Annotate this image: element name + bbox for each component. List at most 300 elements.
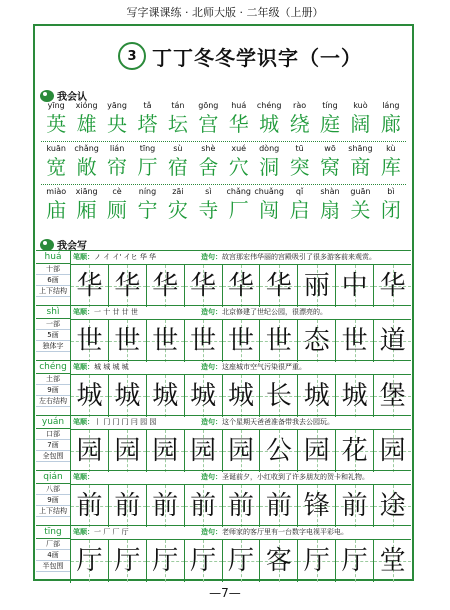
learn-character	[193, 186, 223, 223]
learn-character	[71, 186, 101, 223]
hanzi: 宿	[167, 155, 188, 179]
learn-character	[224, 100, 254, 137]
hanzi: 寺	[198, 198, 219, 222]
grid-character: 园	[190, 436, 217, 466]
writing-grid	[71, 320, 411, 362]
grid-character: 城	[152, 381, 179, 411]
grid-character: 厅	[114, 546, 141, 576]
character-info-line: 4画	[36, 550, 70, 561]
grid-character: 厅	[228, 546, 255, 576]
sentence-label: 造句：	[201, 363, 222, 371]
hanzi: 灾	[167, 198, 188, 222]
learn-character	[163, 100, 193, 137]
hanzi: 扇	[320, 198, 340, 222]
section-bullet-icon	[40, 239, 54, 251]
character-info-line: 一部	[36, 319, 70, 330]
hanzi: 厂	[228, 198, 249, 222]
hanzi: 敞	[76, 155, 97, 179]
hanzi: 洞	[259, 155, 280, 179]
grid-cell	[260, 485, 298, 527]
sentence-text: 北京修建了世纪公园，很漂亮的。	[222, 308, 327, 316]
grid-cell	[147, 375, 185, 417]
hanzi: 庙	[46, 198, 67, 222]
write-row	[36, 360, 411, 418]
hanzi: 厅	[137, 155, 158, 179]
character-info-line: 全包围	[36, 451, 70, 462]
grid-cell	[71, 485, 109, 527]
learn-character	[102, 100, 132, 137]
character-info	[36, 251, 71, 308]
learn-character	[41, 143, 71, 180]
pinyin: miào	[46, 187, 67, 196]
pinyin: huá	[231, 101, 247, 110]
writing-grid	[71, 430, 411, 472]
grid-character: 世	[190, 326, 217, 356]
learn-character	[132, 100, 162, 137]
pinyin: láng	[382, 101, 400, 110]
book-title: 写字课课练 · 北师大版 · 二年级（上册）	[126, 6, 324, 19]
sentence-text: 圣诞前夕，小红收到了许多朋友的贺卡和礼物。	[222, 473, 369, 481]
character-info-line: 5画	[36, 330, 70, 341]
learn-character	[41, 186, 71, 223]
character-info-line: 半包围	[36, 561, 70, 572]
learn-character	[132, 186, 162, 223]
character-info	[36, 416, 71, 473]
sentence	[199, 361, 306, 374]
character-info-line: 口部	[36, 429, 70, 440]
grid-cell	[109, 430, 147, 472]
write-section-label: 我会写	[40, 237, 87, 252]
learn-character	[193, 143, 223, 180]
learn-character	[376, 186, 406, 223]
stroke-order-label: 笔顺：	[73, 308, 94, 316]
grid-character: 中	[341, 271, 368, 301]
grid-cell	[109, 540, 147, 582]
pinyin: zāi	[172, 187, 184, 196]
grid-cell	[147, 320, 185, 362]
sentence-text: 故宫那宏伟华丽的宫殿吸引了很多游客前来观赏。	[222, 253, 376, 261]
grid-character: 前	[228, 491, 255, 521]
grid-cell	[336, 485, 374, 527]
grid-character: 态	[303, 326, 330, 356]
grid-cell	[185, 430, 223, 472]
learn-character	[345, 100, 375, 137]
grid-character: 世	[228, 326, 255, 356]
grid-character: 道	[379, 326, 406, 356]
sentence	[199, 251, 376, 264]
grid-cell	[298, 375, 336, 417]
grid-cell	[71, 320, 109, 362]
sentence-label: 造句：	[201, 473, 222, 481]
pinyin: tū	[295, 144, 304, 153]
pinyin: shāng	[348, 144, 373, 153]
sentence-label: 造句：	[201, 418, 222, 426]
learn-character	[376, 143, 406, 180]
stroke-order-label: 笔顺：	[73, 473, 94, 481]
writing-grid	[71, 265, 411, 307]
grid-character: 前	[114, 491, 141, 521]
grid-character: 堡	[379, 381, 406, 411]
learn-row	[41, 143, 406, 180]
hanzi: 闭	[380, 198, 401, 222]
character-info-line: 独体字	[36, 341, 70, 352]
learn-character	[254, 186, 284, 223]
character-info-line: 上下结构	[36, 286, 70, 297]
pinyin: cè	[112, 187, 122, 196]
character-info-line: 厂部	[36, 539, 70, 550]
grid-character: 前	[76, 491, 103, 521]
pinyin: sù	[173, 144, 183, 153]
sentence-label: 造句：	[201, 253, 222, 261]
learn-character	[376, 100, 406, 137]
sentence-text: 这座城市空气污染很严重。	[222, 363, 306, 371]
grid-cell	[185, 320, 223, 362]
character-info-line: 9画	[36, 495, 70, 506]
grid-cell	[147, 430, 185, 472]
stroke-order-label: 笔顺：	[73, 528, 94, 536]
hanzi: 雄	[76, 112, 97, 136]
learn-character	[284, 186, 314, 223]
hanzi: 宁	[137, 198, 158, 222]
learn-character	[41, 100, 71, 137]
pinyin: yuán	[36, 416, 70, 429]
pinyin: yāng	[107, 101, 127, 110]
grid-character: 城	[341, 381, 368, 411]
grid-cell	[147, 540, 185, 582]
pinyin: chuǎng	[254, 187, 284, 196]
grid-cell	[374, 430, 411, 472]
grid-character: 华	[114, 271, 141, 301]
hanzi: 英	[46, 112, 67, 136]
writing-grid	[71, 485, 411, 527]
write-row	[36, 415, 411, 473]
grid-character: 厅	[190, 546, 217, 576]
write-row	[36, 305, 411, 363]
hanzi: 庭	[320, 112, 340, 136]
grid-cell	[223, 320, 261, 362]
grid-character: 客	[265, 546, 292, 576]
learn-character	[345, 143, 375, 180]
learn-character	[71, 143, 101, 180]
grid-cell	[374, 320, 411, 362]
pinyin: tán	[171, 101, 185, 110]
hanzi: 商	[350, 155, 371, 179]
grid-cell	[71, 375, 109, 417]
grid-cell	[336, 320, 374, 362]
grid-cell	[374, 265, 411, 307]
learn-character	[102, 186, 132, 223]
hanzi: 城	[259, 112, 280, 136]
grid-character: 华	[190, 271, 217, 301]
character-info-line: 9画	[36, 385, 70, 396]
grid-cell	[185, 485, 223, 527]
stroke-order-label: 笔顺：	[73, 418, 94, 426]
grid-character: 园	[228, 436, 255, 466]
hanzi: 闯	[259, 198, 280, 222]
stroke-bar	[71, 416, 411, 430]
pinyin: kuān	[46, 144, 66, 153]
sentence-label: 造句：	[201, 528, 222, 536]
grid-character: 园	[76, 436, 103, 466]
sentence	[199, 416, 334, 429]
stroke-bar	[71, 251, 411, 265]
hanzi: 厕	[107, 198, 128, 222]
stroke-order: 城 城 城 城	[94, 363, 129, 371]
pinyin: xiāng	[75, 187, 98, 196]
row-divider	[41, 141, 406, 142]
sentence-text: 老师家的客厅里有一台数字电视平彩电。	[222, 528, 348, 536]
character-info-line: 上下结构	[36, 506, 70, 517]
grid-character: 厅	[76, 546, 103, 576]
grid-character: 丽	[303, 271, 330, 301]
grid-character: 园	[114, 436, 141, 466]
sentence	[199, 526, 348, 539]
pinyin: huá	[36, 251, 70, 264]
pinyin: lián	[109, 144, 125, 153]
pinyin: dòng	[259, 144, 280, 153]
character-info	[36, 306, 71, 363]
pinyin: tíng	[322, 101, 338, 110]
grid-character: 世	[76, 326, 103, 356]
grid-cell	[185, 540, 223, 582]
hanzi: 宫	[198, 112, 219, 136]
grid-character: 世	[341, 326, 368, 356]
hanzi: 穴	[228, 155, 249, 179]
grid-character: 前	[190, 491, 217, 521]
grid-cell	[109, 320, 147, 362]
pinyin: guān	[350, 187, 371, 196]
grid-character: 前	[265, 491, 292, 521]
pinyin: chǎng	[74, 144, 99, 153]
pinyin: tīng	[139, 144, 156, 153]
pinyin: gōng	[198, 101, 219, 110]
learn-character	[102, 143, 132, 180]
grid-cell	[298, 320, 336, 362]
grid-character: 途	[379, 491, 406, 521]
grid-cell	[223, 375, 261, 417]
grid-cell	[298, 430, 336, 472]
stroke-bar	[71, 306, 411, 320]
grid-cell	[374, 375, 411, 417]
grid-cell	[223, 430, 261, 472]
hanzi: 舍	[198, 155, 219, 179]
hanzi: 库	[380, 155, 401, 179]
pinyin: qǐ	[295, 187, 304, 196]
writing-grid	[71, 375, 411, 417]
grid-cell	[298, 485, 336, 527]
hanzi: 关	[350, 198, 371, 222]
grid-cell	[147, 485, 185, 527]
hanzi: 绕	[289, 112, 310, 136]
pinyin: qián	[36, 471, 70, 484]
grid-cell	[109, 265, 147, 307]
pinyin: yīng	[47, 101, 65, 110]
grid-character: 华	[76, 271, 103, 301]
pinyin: xióng	[75, 101, 98, 110]
hanzi: 阔	[350, 112, 371, 136]
grid-character: 城	[190, 381, 217, 411]
grid-character: 厅	[152, 546, 179, 576]
grid-cell	[336, 540, 374, 582]
pinyin: sì	[205, 187, 212, 196]
grid-character: 华	[152, 271, 179, 301]
grid-character: 城	[303, 381, 330, 411]
character-info-line: 左右结构	[36, 396, 70, 407]
hanzi: 央	[107, 112, 128, 136]
hanzi: 廊	[380, 112, 401, 136]
grid-cell	[71, 430, 109, 472]
learn-row	[41, 186, 406, 223]
grid-character: 城	[228, 381, 255, 411]
character-info	[36, 526, 71, 583]
sentence	[199, 471, 369, 484]
character-info-line: 7画	[36, 440, 70, 451]
write-row	[36, 525, 411, 583]
pinyin: chéng	[256, 101, 282, 110]
learn-character	[163, 143, 193, 180]
stroke-order: 一 十 廿 廿 世	[94, 308, 138, 316]
stroke-bar	[71, 361, 411, 375]
grid-cell	[71, 265, 109, 307]
pinyin: níng	[138, 187, 157, 196]
sentence-label: 造句：	[201, 308, 222, 316]
grid-character: 厅	[303, 546, 330, 576]
grid-cell	[336, 375, 374, 417]
grid-character: 世	[265, 326, 292, 356]
learn-character	[132, 143, 162, 180]
grid-cell	[298, 540, 336, 582]
character-info	[36, 361, 71, 418]
grid-character: 世	[114, 326, 141, 356]
grid-character: 前	[152, 491, 179, 521]
row-divider	[41, 184, 406, 185]
pinyin: kù	[386, 144, 396, 153]
lesson-title: 丁丁冬冬学识字（一）	[152, 45, 362, 70]
character-info-line: 6画	[36, 275, 70, 286]
grid-character: 华	[265, 271, 292, 301]
grid-cell	[223, 540, 261, 582]
grid-character: 长	[265, 381, 292, 411]
learn-row	[41, 100, 406, 137]
character-info-line: 十部	[36, 264, 70, 275]
grid-character: 厅	[341, 546, 368, 576]
hanzi: 帘	[107, 155, 128, 179]
grid-cell	[109, 485, 147, 527]
learn-character	[345, 186, 375, 223]
pinyin: rào	[293, 101, 307, 110]
grid-character: 锋	[303, 491, 330, 521]
grid-character: 园	[303, 436, 330, 466]
character-info-line: 土部	[36, 374, 70, 385]
grid-character: 堂	[379, 546, 406, 576]
grid-cell	[260, 540, 298, 582]
pinyin: shè	[201, 144, 216, 153]
pinyin: kuò	[353, 101, 368, 110]
pinyin: tīng	[36, 526, 70, 539]
stroke-bar	[71, 526, 411, 540]
learn-section-label: 我会认	[40, 88, 87, 103]
grid-character: 公	[265, 436, 292, 466]
learn-character	[284, 143, 314, 180]
learn-character	[224, 143, 254, 180]
character-info-line: 八部	[36, 484, 70, 495]
hanzi: 窝	[320, 155, 340, 179]
lesson-heading	[118, 40, 362, 72]
grid-character: 世	[152, 326, 179, 356]
write-row	[36, 250, 411, 308]
grid-cell	[298, 265, 336, 307]
learn-character	[284, 100, 314, 137]
hanzi: 塔	[137, 112, 158, 136]
grid-character: 华	[379, 271, 406, 301]
learn-character	[254, 143, 284, 180]
learn-character	[224, 186, 254, 223]
grid-character: 城	[114, 381, 141, 411]
grid-cell	[260, 265, 298, 307]
grid-cell	[223, 485, 261, 527]
hanzi: 启	[289, 198, 310, 222]
lesson-number: 3	[118, 42, 146, 70]
hanzi: 坛	[167, 112, 188, 136]
grid-character: 花	[341, 436, 368, 466]
grid-cell	[336, 430, 374, 472]
pinyin: xué	[231, 144, 247, 153]
hanzi: 突	[289, 155, 310, 179]
grid-cell	[336, 265, 374, 307]
write-row	[36, 470, 411, 528]
grid-character: 华	[228, 271, 255, 301]
stroke-order: 丨 冂 冂 冂 冃 园 园	[94, 418, 157, 426]
pinyin: chéng	[36, 361, 70, 374]
learn-character	[315, 100, 345, 137]
grid-character: 园	[152, 436, 179, 466]
grid-character: 城	[76, 381, 103, 411]
stroke-order-label: 笔顺：	[73, 253, 94, 261]
pinyin: shì	[36, 306, 70, 319]
stroke-bar	[71, 471, 411, 485]
learn-character	[315, 143, 345, 180]
hanzi: 宽	[46, 155, 67, 179]
page-number: —7—	[209, 586, 241, 600]
grid-cell	[260, 430, 298, 472]
grid-cell	[374, 540, 411, 582]
hanzi: 厢	[76, 198, 97, 222]
writing-grid	[71, 540, 411, 582]
grid-cell	[147, 265, 185, 307]
learn-character	[193, 100, 223, 137]
grid-cell	[185, 375, 223, 417]
grid-cell	[71, 540, 109, 582]
pinyin: bì	[387, 187, 395, 196]
learn-character	[315, 186, 345, 223]
pinyin: wō	[324, 144, 336, 153]
grid-cell	[374, 485, 411, 527]
character-info	[36, 471, 71, 528]
learn-character	[254, 100, 284, 137]
pinyin: chǎng	[226, 187, 251, 196]
pinyin: tǎ	[143, 101, 152, 110]
pinyin: shàn	[320, 187, 340, 196]
sentence	[199, 306, 327, 319]
grid-cell	[260, 320, 298, 362]
hanzi: 华	[228, 112, 249, 136]
stroke-order-label: 笔顺：	[73, 363, 94, 371]
stroke-order: 一 厂 厂 厅	[94, 528, 129, 536]
grid-character: 园	[379, 436, 406, 466]
grid-cell	[223, 265, 261, 307]
grid-cell	[185, 265, 223, 307]
stroke-order: ノ イ イ' イヒ 华 华	[94, 253, 157, 261]
